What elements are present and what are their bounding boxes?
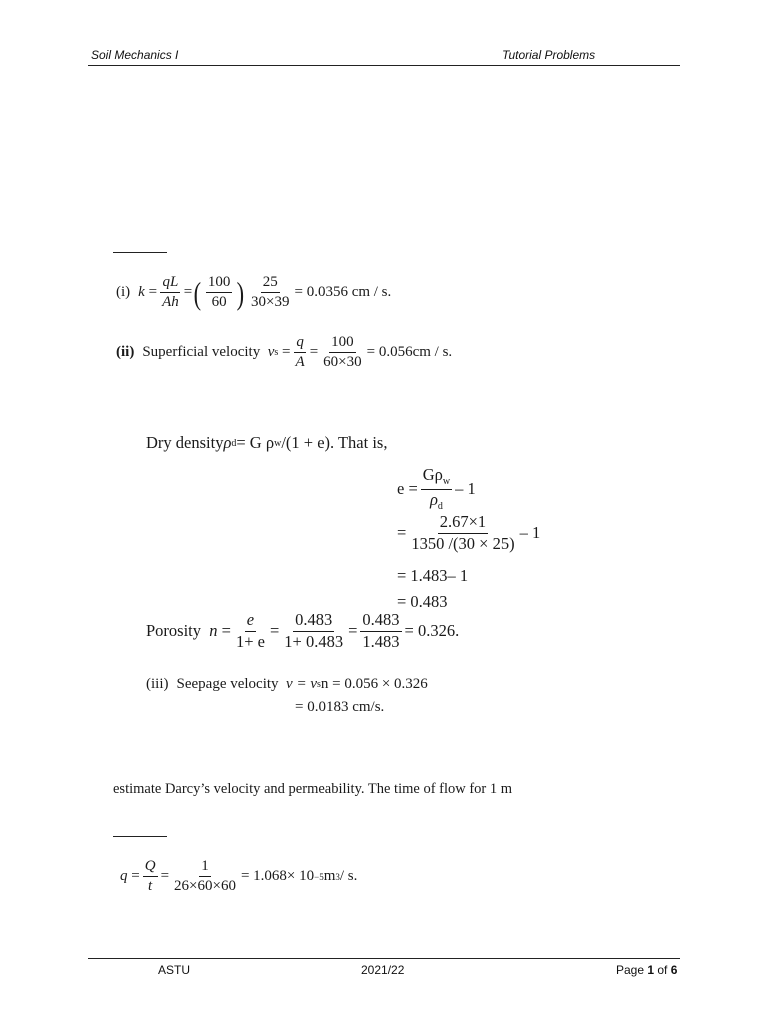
page-number: Page 1 of 6 [616, 963, 678, 977]
seepage-velocity-label: Seepage velocity [176, 676, 279, 692]
result: = 0.0356 cm / s. [294, 284, 392, 301]
fraction: $\frac{e}{1+ e}$ [235, 610, 265, 651]
void-ratio-line-3: = 1.483– 1 [397, 566, 469, 585]
problem-text: estimate Darcy’s velocity and permeability. The time of flow for 1 m [113, 781, 513, 797]
equation-part-ii: (ii) Superficial velocity v s = $\frac{q}{A}$ = $\frac{100}{60\times 30}$ = 0.056cm / s. [116, 334, 453, 371]
footer-left: ASTU [158, 963, 191, 977]
fraction: $\frac{0.483}{1.483}$ [362, 610, 400, 651]
seepage-velocity-line-2: = 0.0183 cm/s. [295, 699, 385, 715]
fraction: $\frac{0.483}{1+ 0.483}$ [284, 610, 344, 651]
dry-density-intro: Dry density ρ d = G ρ w /(1 + e). That is, [146, 433, 388, 452]
fraction: $\frac{q}{A}$ [295, 334, 305, 371]
header-rule [88, 65, 680, 66]
porosity-equation: Porosity n = $\frac{e}{1+ e}$ = $\frac{0.483}{1+ 0.483}$ = $\frac{0.483}{1.483}$ = 0.326. [146, 610, 460, 651]
part-label: (ii) [116, 344, 135, 361]
fraction: $\frac{100}{60}$ [207, 274, 231, 311]
fraction: $\frac{1}{26\times 60\times 60}$ [174, 858, 236, 895]
superficial-velocity-label: Superficial velocity [142, 344, 261, 361]
equation-part-i: (i) k = $\frac{qL}{Ah}$ = ( $\frac{100}{60}$ ) $\frac{25}{30\times 39}$ = 0.0356 cm / s. [116, 274, 392, 311]
void-ratio-line-2: = $\frac{2.67\times 1}{1350 /(30 \times 25)}$ – 1 [397, 512, 541, 553]
fraction: $\frac{2.67\times 1}{1350 /(30 \times 25)}$ [411, 512, 515, 553]
header-left: Soil Mechanics I [91, 48, 179, 62]
part-label: (i) [116, 284, 131, 301]
footer-center: 2021/22 [361, 963, 405, 977]
void-ratio-line-4: = 0.483 [397, 592, 448, 611]
header-right: Tutorial Problems [502, 48, 596, 62]
solution-divider [113, 252, 167, 253]
void-ratio-line-1: e = $\frac{G\rho_w}{\rho_d}$ – 1 [397, 465, 476, 512]
seepage-velocity-line-1: (iii) Seepage velocity v = v s n = 0.056 × 0.326 [146, 676, 428, 692]
discharge-equation: q = $\frac{Q}{t}$ = $\frac{1}{26\times 60\times 60}$ = 1.068× 10 −5 m 3 / s. [120, 858, 358, 895]
fraction: $\frac{G\rho_w}{\rho_d}$ [422, 465, 451, 512]
fraction: $\frac{Q}{t}$ [144, 858, 156, 895]
fraction: $\frac{100}{60\times 30}$ [323, 334, 362, 371]
footer-rule [88, 958, 680, 959]
solution-divider [113, 836, 167, 837]
var-k: k [138, 284, 145, 301]
fraction: $\frac{qL}{Ah}$ [162, 274, 179, 311]
fraction: $\frac{25}{30\times 39}$ [251, 274, 290, 311]
porosity-label: Porosity [146, 621, 202, 641]
result: = 0.056cm / s. [366, 344, 453, 361]
